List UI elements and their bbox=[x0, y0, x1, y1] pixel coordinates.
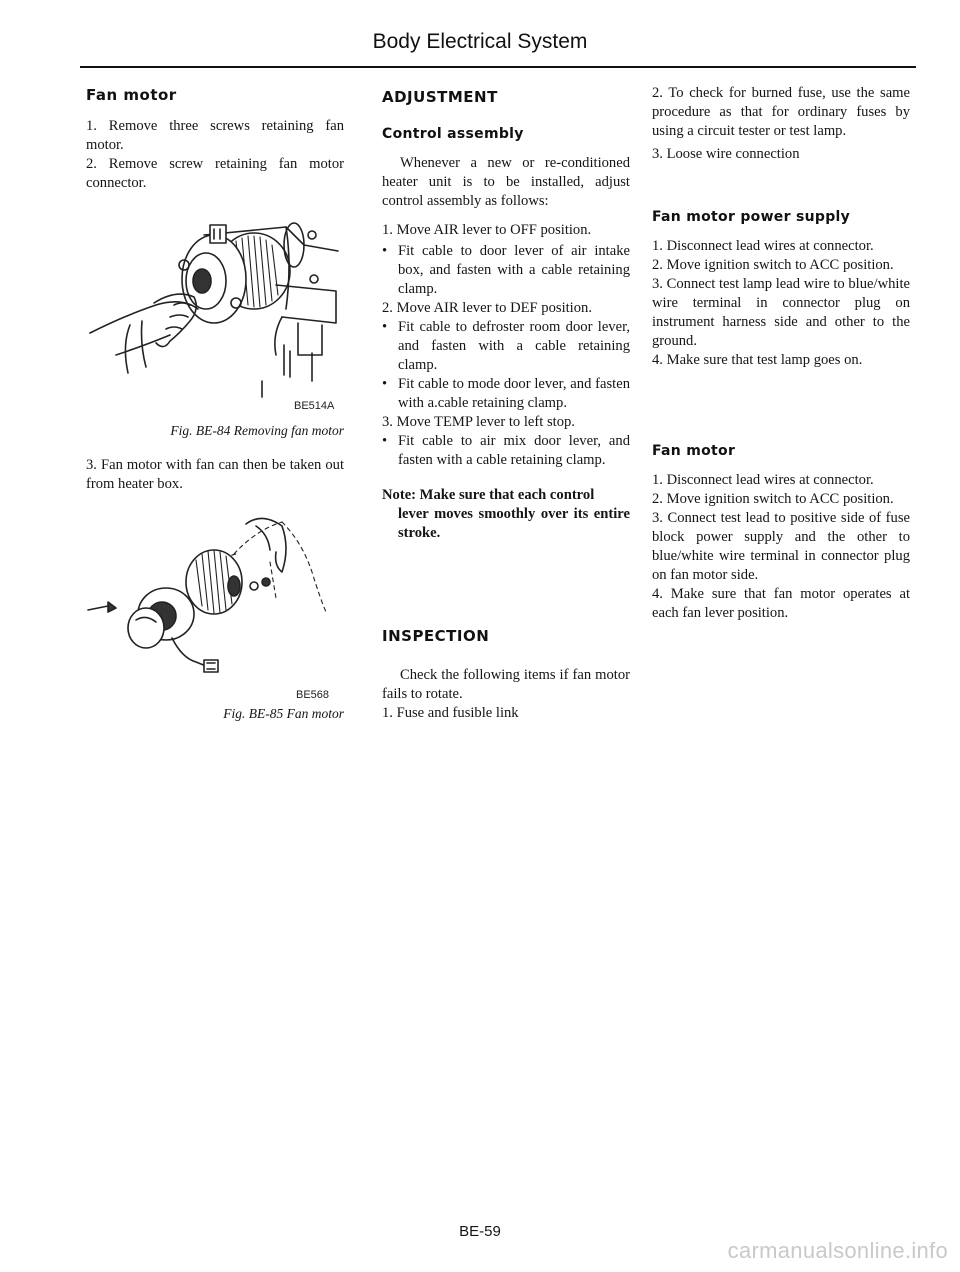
note-label: Note: Make sure that each control bbox=[382, 487, 595, 503]
figure-code-be514a: BE514A bbox=[294, 400, 335, 412]
left-step-1: 1. Remove three screws retaining fan motor. bbox=[86, 118, 344, 153]
removing-fan-motor-illustration bbox=[86, 205, 344, 415]
figure-caption-be84: Fig. BE-84 Removing fan motor bbox=[170, 423, 344, 438]
power-step-3: 3. Connect test lamp lead wire to blue/white wire terminal in connector plug on instrument harness side and other to the ground. bbox=[652, 276, 910, 349]
figure-code-be568: BE568 bbox=[296, 689, 330, 701]
section-heading-fan-motor: Fan motor bbox=[86, 86, 177, 104]
right-column bbox=[652, 84, 910, 623]
power-step-2: 2. Move ignition switch to ACC position. bbox=[652, 257, 894, 273]
page-header-title: Body Electrical System bbox=[372, 30, 588, 53]
left-step-2: 2. Remove screw retaining fan motor connector. bbox=[86, 156, 344, 191]
subheading-control-assembly: Control assembly bbox=[382, 126, 524, 142]
adjustment-procedure bbox=[382, 221, 630, 470]
left-step-3: 3. Fan motor with fan can then be taken out from heater box. bbox=[86, 457, 344, 492]
figure-fan-motor bbox=[86, 502, 344, 702]
adjust-bullet-defroster: • Fit cable to defroster room door lever, and fasten with a cable retaining clamp. bbox=[382, 318, 630, 375]
inspection-step-1: 1. Fuse and fusible link bbox=[382, 705, 519, 721]
figure-removing-fan-motor bbox=[86, 205, 344, 415]
motor-step-3: 3. Connect test lead to positive side of fuse block power supply and the other to blue/white wire terminal in connector plug on fan motor side. bbox=[652, 510, 910, 583]
motor-step-2: 2. Move ignition switch to ACC position. bbox=[652, 491, 894, 507]
adjust-bullet-mode-door: • Fit cable to mode door lever, and fasten with a.cable retaining clamp. bbox=[382, 375, 630, 413]
figure-caption-be85: Fig. BE-85 Fan motor bbox=[223, 706, 344, 721]
subheading-fan-motor-check: Fan motor bbox=[652, 443, 736, 459]
page-number: BE-59 bbox=[459, 1223, 501, 1240]
site-watermark: carmanualsonline.info bbox=[727, 1238, 948, 1263]
fan-motor-check-steps bbox=[652, 471, 910, 623]
adjust-step-3: 3. Move TEMP lever to left stop. bbox=[382, 414, 575, 430]
left-column bbox=[86, 84, 344, 723]
header-rule bbox=[80, 66, 916, 68]
fan-motor-illustration bbox=[86, 502, 344, 702]
adjust-bullet-air-mix: • Fit cable to air mix door lever, and fasten with a cable retaining clamp. bbox=[382, 432, 630, 470]
subheading-fan-motor-power-supply: Fan motor power supply bbox=[652, 209, 851, 225]
inspection-step-2: 2. To check for burned fuse, use the same procedure as that for ordinary fuses by using a circuit tester or test lamp. bbox=[652, 85, 910, 139]
motor-step-4: 4. Make sure that fan motor operates at each fan lever position. bbox=[652, 586, 910, 621]
adjust-bullet-air-intake: • Fit cable to door lever of air intake box, and fasten with a cable retaining clamp. bbox=[382, 242, 630, 299]
adjust-step-2: 2. Move AIR lever to DEF position. bbox=[382, 300, 592, 316]
note-body: lever moves smoothly over its entire stroke. bbox=[398, 506, 630, 541]
adjust-step-1: 1. Move AIR lever to OFF position. bbox=[382, 222, 592, 238]
inspection-intro: Check the following items if fan motor fails to rotate. bbox=[382, 667, 630, 702]
section-heading-adjustment: ADJUSTMENT bbox=[382, 88, 498, 106]
adjustment-intro: Whenever a new or re-conditioned heater unit is to be installed, adjust control assembly as follows: bbox=[382, 155, 630, 209]
section-heading-inspection: INSPECTION bbox=[382, 627, 490, 645]
power-step-1: 1. Disconnect lead wires at connector. bbox=[652, 238, 874, 254]
power-supply-steps bbox=[652, 237, 910, 370]
motor-step-1: 1. Disconnect lead wires at connector. bbox=[652, 472, 874, 488]
power-step-4: 4. Make sure that test lamp goes on. bbox=[652, 352, 863, 368]
middle-column bbox=[382, 84, 630, 723]
inspection-step-3: 3. Loose wire connection bbox=[652, 146, 800, 162]
